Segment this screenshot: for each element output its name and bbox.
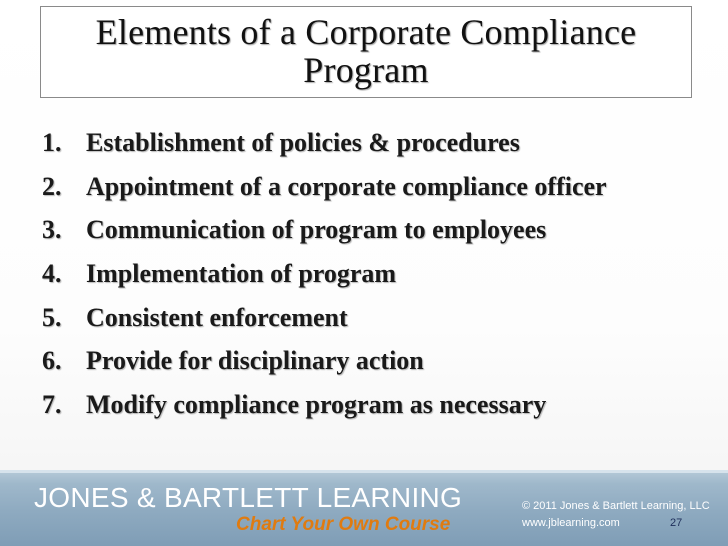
footer-divider [0,470,728,473]
list-item-number: 5. [42,302,62,332]
slide-page-number: 27 [670,517,683,529]
compliance-elements-list [42,128,607,434]
publisher-tagline: Chart Your Own Course [236,514,451,535]
publisher-website: www.jblearning.com [522,517,620,529]
list-item [42,215,607,259]
list-item-text: Establishment of policies & procedures [86,128,520,157]
title-box [40,6,692,98]
list-item [42,303,607,347]
list-item-number: 1. [42,128,62,157]
copyright-notice: © 2011 Jones & Bartlett Learning, LLC [522,500,710,512]
list-item [42,128,607,172]
list-item-text: Implementation of program [86,259,397,289]
publisher-footer [0,470,728,546]
list-item-number: 4. [42,259,62,289]
slide-title-line-1: Elements of a Corporate Compliance [95,12,637,52]
list-item-number: 3. [42,215,62,245]
list-item [42,259,607,303]
list-item [42,390,607,434]
slide-title [41,13,691,89]
list-item-text: Appointment of a corporate compliance officer [86,171,607,201]
list-item [42,346,607,390]
list-item-text: Communication of program to employees [86,215,547,245]
list-item [42,172,607,216]
list-item-number: 7. [42,390,62,420]
publisher-logo-text: JONES & BARTLETT LEARNING [34,482,463,513]
list-item-text: Provide for disciplinary action [86,346,424,376]
list-item-number: 6. [42,346,62,376]
list-item-number: 2. [42,171,62,201]
list-item-text: Modify compliance program as necessary [86,390,547,420]
slide-title-line-2: Program [303,50,429,90]
list-item-text: Consistent enforcement [86,302,348,332]
